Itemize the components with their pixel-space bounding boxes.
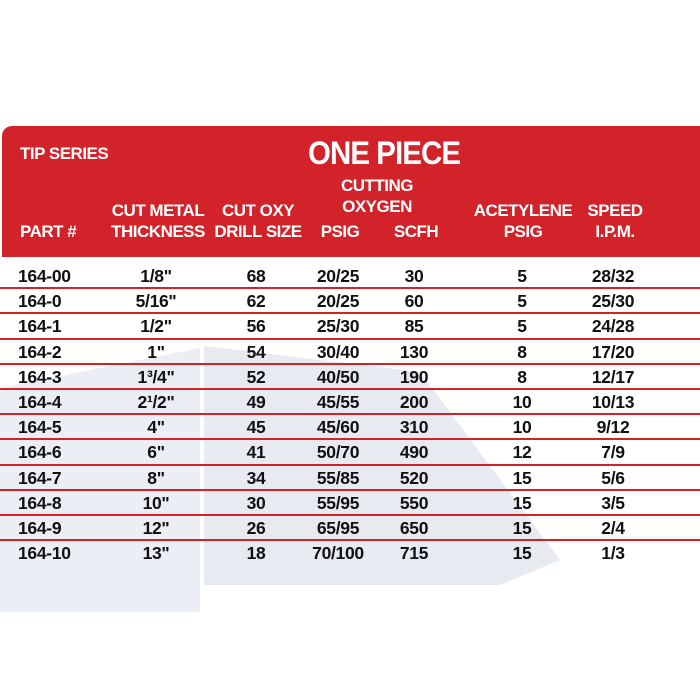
cell-scfh: 200 <box>399 391 429 412</box>
page-title: ONE PIECE <box>308 135 461 171</box>
cell-scfh: 550 <box>399 492 429 513</box>
column-header-acetylene-psig <box>474 200 572 242</box>
cell-speed: 10/13 <box>591 391 635 412</box>
cell-drill-size: 52 <box>246 366 266 387</box>
column-header-part: PART # <box>20 222 77 241</box>
cell-speed: 7/9 <box>601 442 625 463</box>
table-row <box>0 340 700 365</box>
cell-acetylene: 5 <box>517 266 527 286</box>
cell-scfh: 30 <box>404 266 424 286</box>
cut-oxy-line2: DRILL SIZE <box>214 222 302 241</box>
cell-scfh: 60 <box>404 291 424 312</box>
cell-psig: 25/30 <box>316 316 360 337</box>
cell-acetylene: 15 <box>512 543 532 564</box>
cell-thickness: 8" <box>147 467 165 488</box>
cell-drill-size: 26 <box>246 517 266 538</box>
table-row <box>0 289 700 314</box>
cell-part: 164-2 <box>18 341 62 362</box>
cell-psig: 55/95 <box>316 492 360 513</box>
cell-acetylene: 10 <box>512 391 532 412</box>
cell-drill-size: 49 <box>246 391 266 412</box>
cell-acetylene: 8 <box>517 366 527 387</box>
cell-acetylene: 12 <box>512 442 532 463</box>
cell-psig: 70/100 <box>312 543 364 564</box>
cell-drill-size: 56 <box>246 316 266 337</box>
cell-scfh: 85 <box>404 316 424 337</box>
cell-part: 164-6 <box>18 442 62 463</box>
cell-drill-size: 68 <box>246 266 266 286</box>
cell-psig: 55/85 <box>316 467 360 488</box>
column-header-speed-ipm <box>587 200 642 242</box>
cell-speed: 9/12 <box>596 417 630 438</box>
cell-acetylene: 5 <box>517 316 527 337</box>
speed-line2: I.P.M. <box>595 222 635 241</box>
cell-psig: 20/25 <box>316 291 360 312</box>
cut-metal-line1: CUT METAL <box>111 201 205 220</box>
cell-speed: 2/4 <box>601 517 625 538</box>
table-row <box>0 415 700 440</box>
cell-thickness: 1/8" <box>140 266 172 286</box>
cell-part: 164-4 <box>18 391 62 412</box>
cell-drill-size: 54 <box>246 341 266 362</box>
table-row <box>0 491 700 516</box>
cell-drill-size: 18 <box>246 543 266 564</box>
cell-part: 164-9 <box>18 517 62 538</box>
cell-thickness: 4" <box>147 417 165 438</box>
cell-acetylene: 8 <box>517 341 527 362</box>
cell-acetylene: 15 <box>512 517 532 538</box>
cell-part: 164-1 <box>18 316 62 337</box>
speed-line1: SPEED <box>587 201 643 220</box>
table-row <box>0 314 700 339</box>
cell-drill-size: 30 <box>246 492 266 513</box>
cell-speed: 3/5 <box>601 492 625 513</box>
cell-acetylene: 15 <box>512 492 532 513</box>
cell-drill-size: 34 <box>246 467 266 488</box>
cell-speed: 24/28 <box>591 316 635 337</box>
cell-psig: 45/60 <box>316 417 360 438</box>
cell-speed: 17/20 <box>591 341 635 362</box>
table-body <box>0 264 700 564</box>
cell-part: 164-3 <box>18 366 62 387</box>
cell-scfh: 190 <box>399 366 429 387</box>
cell-acetylene: 15 <box>512 467 532 488</box>
cell-drill-size: 62 <box>246 291 266 312</box>
cell-psig: 50/70 <box>316 442 360 463</box>
cell-thickness: 10" <box>142 492 170 513</box>
cell-part: 164-7 <box>18 467 62 488</box>
table-row <box>0 390 700 415</box>
cut-metal-line2: THICKNESS <box>111 222 205 241</box>
cell-acetylene: 5 <box>517 291 527 312</box>
cell-scfh: 715 <box>399 543 429 564</box>
table-row <box>0 440 700 465</box>
table-row <box>0 541 700 564</box>
cell-part: 164-5 <box>18 417 62 438</box>
cell-scfh: 490 <box>399 442 429 463</box>
cell-acetylene: 10 <box>512 417 532 438</box>
cut-oxy-line1: CUT OXY <box>221 201 295 220</box>
cutting-label: CUTTING <box>340 176 414 195</box>
table-row <box>0 466 700 491</box>
cell-thickness: 13" <box>142 543 170 564</box>
cell-speed: 1/3 <box>601 543 625 564</box>
table-row <box>0 264 700 289</box>
table-row <box>0 365 700 390</box>
cell-psig: 40/50 <box>316 366 360 387</box>
cell-thickness: 1³/4" <box>137 366 175 387</box>
column-header-cut-oxy-drill-size <box>214 200 301 242</box>
cell-speed: 5/6 <box>601 467 625 488</box>
cell-speed: 28/32 <box>591 266 635 286</box>
column-header-cut-metal-thickness <box>111 200 205 242</box>
acetylene-line1: ACETYLENE <box>473 201 573 220</box>
cell-part: 164-10 <box>18 543 71 564</box>
cell-drill-size: 41 <box>246 442 266 463</box>
cell-scfh: 650 <box>399 517 429 538</box>
cell-speed: 12/17 <box>591 366 635 387</box>
cell-psig: 30/40 <box>316 341 360 362</box>
cell-part: 164-8 <box>18 492 62 513</box>
cell-scfh: 520 <box>399 467 429 488</box>
column-header-scfh: SCFH <box>393 222 439 241</box>
cell-speed: 25/30 <box>591 291 635 312</box>
tip-series-label: TIP SERIES <box>20 144 109 163</box>
cell-thickness: 5/16" <box>135 291 177 312</box>
table-row <box>0 516 700 541</box>
column-header-psig: PSIG <box>320 222 360 241</box>
cell-thickness: 6" <box>147 442 165 463</box>
table-header <box>2 126 700 257</box>
cell-psig: 45/55 <box>316 391 360 412</box>
cell-thickness: 12" <box>142 517 170 538</box>
cell-psig: 65/95 <box>316 517 360 538</box>
cell-part: 164-00 <box>18 266 71 286</box>
cell-drill-size: 45 <box>246 417 266 438</box>
cell-scfh: 130 <box>399 341 429 362</box>
oxygen-label: OXYGEN <box>342 197 412 216</box>
cell-part: 164-0 <box>18 291 62 312</box>
acetylene-line2: PSIG <box>503 222 543 241</box>
cell-psig: 20/25 <box>316 266 360 286</box>
cell-scfh: 310 <box>399 417 429 438</box>
cell-thickness: 1/2" <box>140 316 172 337</box>
cell-thickness: 2¹/2" <box>137 391 175 412</box>
cell-thickness: 1" <box>147 341 165 362</box>
